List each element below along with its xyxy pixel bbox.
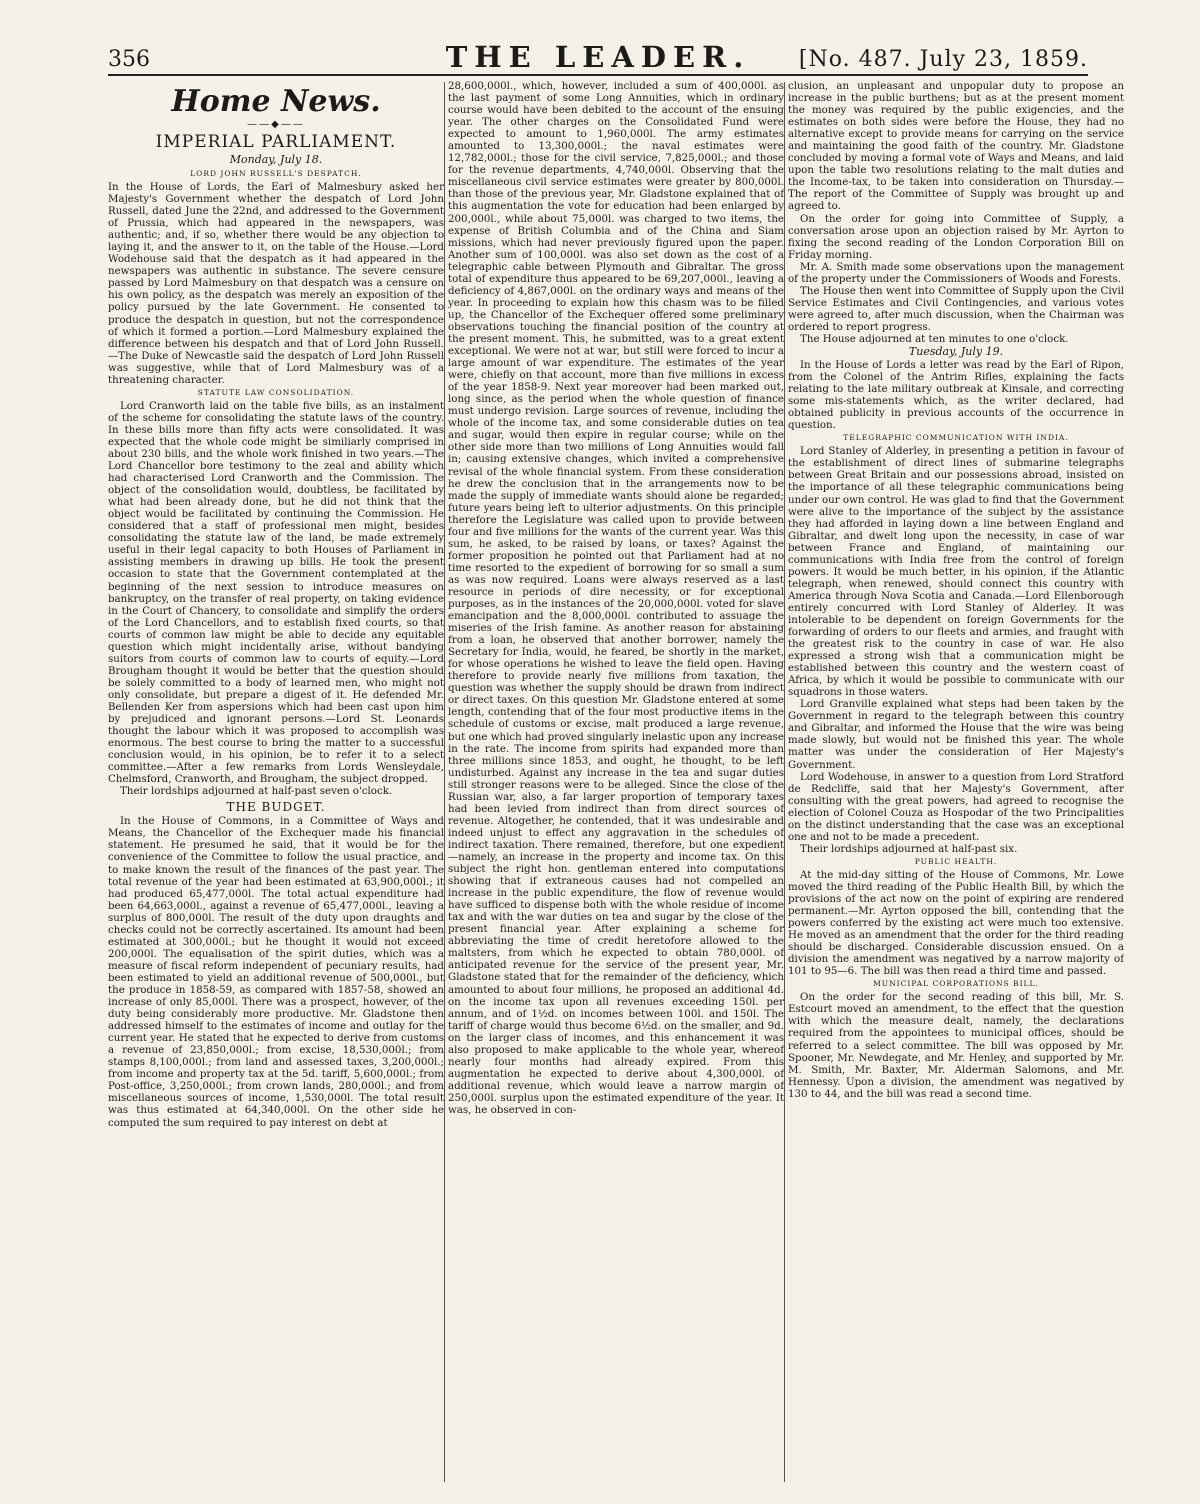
paragraph: Their lordships adjourned at half-past six. (800, 842, 1018, 855)
issue-date: [No. 487. July 23, 1859. (798, 47, 1088, 72)
heading-imperial-parliament: IMPERIAL PARLIAMENT. (155, 132, 397, 152)
column-1 (108, 80, 444, 1490)
paragraph: On the order for going into Committee of Supply, a conversation arose upon an objection raised by Mr. Ayrton to fixing the second reading of the London Corporation Bill on Friday morning. (788, 212, 1124, 261)
ornament-divider: ——◆—— (247, 119, 305, 130)
column-rule (784, 82, 785, 1482)
paragraph: 28,600,000l., which, however, included a sum of 400,000l. as the last payment of some Long Annuities, which in ordinary course would have been debited to the account of the ensuing year. The other charges on the Consolidated Fund were expected to amount to 1,960,000l. The army estimates amounted to 13,300,000l.; the naval estimates were 12,782,000l.; those for the civil service, 7,825,000l.; and those for the revenue departments, 4,740,000l. Observing that the miscellaneous civil service estimates were greater by 800,000l. than those of the previous year, Mr. Gladstone explained that of this augmentation the vote for education had been enlarged by 200,000l., while about 75,000l. was charged to two items, the expense of British Columbia and of the China and Siam missions, which had never previously figured upon the paper. Another sum of 100,000l. was also set down as the cost of a telegraphic cable between Plymouth and Gibraltar. The gross total of expenditure thus appeared to be 69,207,000l., leaving a deficiency of 4,867,000l. on the ordinary ways and means of the year. In proceeding to explain how this chasm was to be filled up, the Chancellor of the Exchequer offered some preliminary observations touching the financial position of the country at the present moment. This, he submitted, was to a great extent exceptional. We were not at war, but still were forced to incur a large amount of war expenditure. The estimates of the year were, chiefly on that account, more than five millions in excess of the year 1858-9. Next year moreover had been marked out, long since, as the period when the whole question of finance must undergo revision. Large sources of revenue, including the whole of the income tax, and some considerable duties on tea and sugar, would then expire in regular course; while on the other side more than two millions of Long Annuities would fall in; causing extensive changes, which invited a comprehensive revisal of the whole financial system. From these consideration he drew the conclusion that in the arrangements now to be made the supply of immediate wants should alone be regarded; future years being left to ulterior adjustments. On this principle therefore the Legislature was called upon to provide between four and five millions for the wants of the current year. Was this sum, he asked, to be raised by loans, or taxes? Against the former proposition he pointed out that Parliament had at no time resorted to the expedient of borrowing for so small a sum as was now required. Loans were always reserved as a last resource in periods of dire necessity, or for exceptional purposes, as in the instances of the 20,000,000l. voted for slave emancipation and the 8,000,000l. contributed to assuage the miseries of the Irish famine. As another reason for abstaining from a loan, he observed that another borrower, namely the Secretary for India, would, he feared, be shortly in the market, for whose operations he wished to leave the field open. Having therefore to provide nearly five millions from taxation, the question was whether the supply should be drawn from indirect or direct taxes. On this question Mr. Gladstone entered at some length, contending that of the four most productive items in the schedule of customs or excise, malt produced a large revenue, but one which had proved singularly inelastic upon any increase in the rate. The income from spirits had expanded more than three millions since 1853, and ought, he thought, to be left undisturbed. Against any increase in the tea and sugar duties still stronger reasons were to be alleged. Since the close of the Russian war, also, a far larger proportion of temporary taxes had been levied from indirect than from direct sources of revenue. Altogether, he contended, that it was undesirable and indeed unjust to effect any aggravation in the schedules of indirect taxation. There remained, therefore, but one expedient—namely, an increase in the property and income tax. On this subject the right hon. gentleman entered into computations showing that if extraneous causes had not compelled an increase in the public expenditure, the flow of revenue would have sufficed to dispense both with the whole residue of income tax and with the war duties on tea and sugar by the close of the present financial year. After explaining a scheme for abbreviating the time of credit heretofore allowed to the maltsters, from which he expected to obtain 780,000l. of anticipated revenue for the service of the present year, Mr. Gladstone stated that for the remainder of the deficiency, which amounted to about four millions, he proposed an additional 4d. on the income tax upon all revenues exceeding 150l. per annum, and of 1½d. on incomes between 100l. and 150l. The tariff of charge would thus become 6½d. on the smaller, and 9d. on the larger class of incomes, and this enhancement it was also proposed to make applicable to the whole year, whereof nearly four months had already expired. From this augmentation he expected to derive about 4,300,000l. of additional revenue, which would leave a narrow margin of 250,000l. surplus upon the estimated expenditure of the year. It was, he observed in con- (448, 80, 784, 1116)
date-monday: Monday, July 18. (229, 153, 323, 166)
masthead (108, 40, 1088, 76)
column-2 (448, 80, 784, 1490)
heading-budget: THE BUDGET. (226, 800, 326, 815)
subheading-telegraph: TELEGRAPHIC COMMUNICATION WITH INDIA. (843, 433, 1069, 443)
paragraph: Lord Wodehouse, in answer to a question from Lord Stratford de Redcliffe, said that her Majesty's Government, after consulting with the great powers, had agreed to recognise the election of Colonel Couza as Hospodar of the two Principalities on the distinct understanding that the case was an exceptional one and not to be made a precedent. (788, 770, 1124, 843)
paragraph: clusion, an unpleasant and unpopular duty to propose an increase in the public burthens; but as at the present moment the money was required by the public exigencies, and the estimates on both sides were before the House, they had no alternative except to provide means for carrying on the service and maintaining the good faith of the country. Mr. Gladstone concluded by moving a formal vote of Ways and Means, and laid upon the table two resolutions relating to the malt duties and the Income-tax, to be taken into consideration on Thursday.—The report of the Committee of Supply was brought up and agreed to. (788, 80, 1124, 213)
paragraph: Lord Cranworth laid on the table five bills, as an instalment of the scheme for consolidating the statute laws of the country. In these bills more than fifty acts were consolidated. It was expected that the whole code might be similiarly comprised in about 230 bills, and the whole work finished in two years.—The Lord Chancellor bore testimony to the zeal and ability which had characterised Lord Cranworth and the Commission. The object of the consolidation would, doubtless, be facilitated by what had been already done, but he did not think that the object would be facilitated by continuing the Commission. He considered that a staff of professional men might, besides consolidating the statute law of the land, be made extremely useful in their legal capacity to both Houses of Parliament in assisting members in drawing up bills. He took the present occasion to state that the Government contemplated at the beginning of the next session to introduce measures on bankruptcy, on the transfer of real property, on taking evidence in the Court of Chancery, to consolidate and simplify the orders of the Lord Chancellors, and to establish fixed courts, so that courts of common law might be able to decide any equitable question which might incidentally arise, without bandying suitors from courts of common law to courts of equity.—Lord Brougham thought it would be better that the question should be solely committed to a body of learned men, who might not only consolidate, but prepare a digest of it. He defended Mr. Bellenden Ker from aspersions which had been cast upon him by prejudiced and ignorant persons.—Lord St. Leonards thought the labour which it was proposed to accomplish was enormous. The best course to bring the matter to a successful conclusion would, in his opinion, be to refer it to a select committee.—After a few remarks from Lords Wensleydale, Chelmsford, Cranworth, and Brougham, the subject dropped. (108, 399, 444, 786)
paragraph: Their lordships adjourned at half-past seven o'clock. (120, 785, 393, 798)
newspaper-title: THE LEADER. (445, 40, 751, 74)
paragraph: In the House of Commons, in a Committee of Ways and Means, the Chancellor of the Exchequer made his financial statement. He presumed he said, that it would be for the convenience of the Committee to follow the usual practice, and to make known the result of the finances of the past year. The total revenue of the year had been estimated at 63,900,000l.; it had produced 65,477,000l. The total actual expenditure had been 64,663,000l., against a revenue of 65,477,000l., leaving a surplus of 800,000l. The result of the duty upon draughts and checks could not be correctly ascertained. Its amount had been estimated at 300,000l.; but he thought it would not exceed 200,000l. The equalisation of the spirit duties, which was a measure of fiscal reform independent of pecuniary results, had been estimated to yield an additional revenue of 500,000l., but the produce in 1858-59, as compared with 1857-58, showed an increase of only 85,000l. There was a prospect, however, of the duty being considerably more productive. Mr. Gladstone then addressed himself to the estimates of income and outlay for the current year. He stated that he expected to derive from customs a revenue of 23,850,000l.; from excise, 18,530,000l.; from stamps 8,100,000l.; from land and assessed taxes, 3,200,000l.; from income and property tax at the 5d. tariff, 5,600,000l.; from Post-office, 3,250,000l.; from crown lands, 280,000l.; and from miscellaneous sources of income, 1,530,000l. The total result was thus estimated at 64,340,000l. On the other side he computed the sum required to pay interest on debt at (108, 815, 444, 1129)
column-3 (788, 80, 1124, 1490)
page-number: 356 (108, 47, 150, 72)
subheading-public-health: PUBLIC HEALTH. (914, 856, 998, 866)
paragraph: In the House of Lords, the Earl of Malmesbury asked her Majesty's Government whether the despatch of Lord John Russell, dated June the 22nd, and addressed to the Government of Prussia, which had appeared in the newspapers, was authentic; and, if so, whether there would be any objection to laying it, and the answer to it, on the table of the House.—Lord Wodehouse said that the despatch as it had appeared in the newspapers was authentic in substance. The severe censure passed by Lord Malmesbury on that despatch was a censure on his own policy, as the despatch was merely an exposition of the policy pursued by the late Government. He consented to produce the despatch in question, but not the correspondence of which it formed a portion.—Lord Malmesbury explained the difference between his despatch and that of Lord John Russell.—The Duke of Newcastle said the despatch of Lord John Russell was suggestive, while that of Lord Malmesbury was of a threatening character. (108, 181, 444, 386)
paragraph: On the order for the second reading of this bill, Mr. S. Estcourt moved an amendment, to the effect that the question with which the measure dealt, namely, the declarations required from the appointees to municipal offices, should be referred to a select committee. The bill was opposed by Mr. Spooner, Mr. Newdegate, and Mr. Henley, and supported by Mr. M. Smith, Mr. Baxter, Mr. Alderman Salomons, and Mr. Hennessy. Upon a division, the amendment was negatived by 130 to 44, and the bill was read a second time. (788, 991, 1124, 1100)
paragraph: At the mid-day sitting of the House of Commons, Mr. Lowe moved the third reading of the Public Health Bill, by which the provisions of the act now on the point of expiring are rendered permanent.—Mr. Ayrton opposed the bill, contending that the powers conferred by the existing act were much too extensive. He moved as an amendment that the order for the third reading should be discharged. Considerable discussion ensued. On a division the amendment was negatived by a narrow majority of 101 to 95—6. The bill was then read a third time and passed. (788, 868, 1124, 978)
column-rule (444, 82, 445, 1482)
subheading-despatch: LORD JOHN RUSSELL'S DESPATCH. (190, 169, 362, 178)
paragraph: In the House of Lords a letter was read by the Earl of Ripon, from the Colonel of the Antrim Rifles, explaining the facts relating to the late military outbreak at Kinsale, and correcting some mis-statements which, as the writer declared, had obtained publicity in previous accounts of the occurrence in question. (788, 359, 1124, 432)
paragraph: Mr. A. Smith made some observations upon the management of the property under the Commissioners of Woods and Forests. (788, 260, 1124, 285)
paragraph: Lord Stanley of Alderley, in presenting a petition in favour of the establishment of direct lines of submarine telegraphs between Great Britain and our possessions abroad, insisted on the importance of all these telegraphic communications being under our own control. He was glad to find that the Government were alive to the importance of the subject by the assistance they had afforded in laying down a line between England and Gibraltar, and dwelt long upon the necessity, in case of war between France and England, of maintaining our communications with India free from the control of foreign powers. It would be much better, in his opinion, if the Atlantic telegraph, when renewed, should connect this country with America through Nova Scotia and Canada.—Lord Ellenborough entirely concurred with Lord Stanley of Alderley. It was intolerable to be dependent on foreign Governments for the forwarding of orders to our fleets and armies, and fraught with the greatest risk to the country in case of war. He also expressed a strong wish that a communication might be established between this country and the western coast of Africa, by which it would be possible to communicate with our squadrons in those waters. (788, 445, 1124, 699)
paragraph: The House then went into Committee of Supply upon the Civil Service Estimates and Civil Contingencies, and various votes were agreed to, after much discussion, when the Chairman was ordered to report progress. (788, 284, 1124, 333)
paragraph: Lord Granville explained what steps had been taken by the Government in regard to the telegraph between this country and Gibraltar, and informed the House that the wire was being made slowly, but would not be finished this year. The whole matter was under the consideration of Her Majesty's Government. (788, 698, 1124, 771)
subheading-statute-law: STATUTE LAW CONSOLIDATION. (197, 387, 355, 397)
paragraph: The House adjourned at ten minutes to one o'clock. (800, 332, 1069, 345)
date-tuesday: Tuesday, July 19. (908, 345, 1004, 359)
subheading-municipal: MUNICIPAL CORPORATIONS BILL. (873, 979, 1039, 989)
section-title: Home News. (171, 84, 381, 119)
